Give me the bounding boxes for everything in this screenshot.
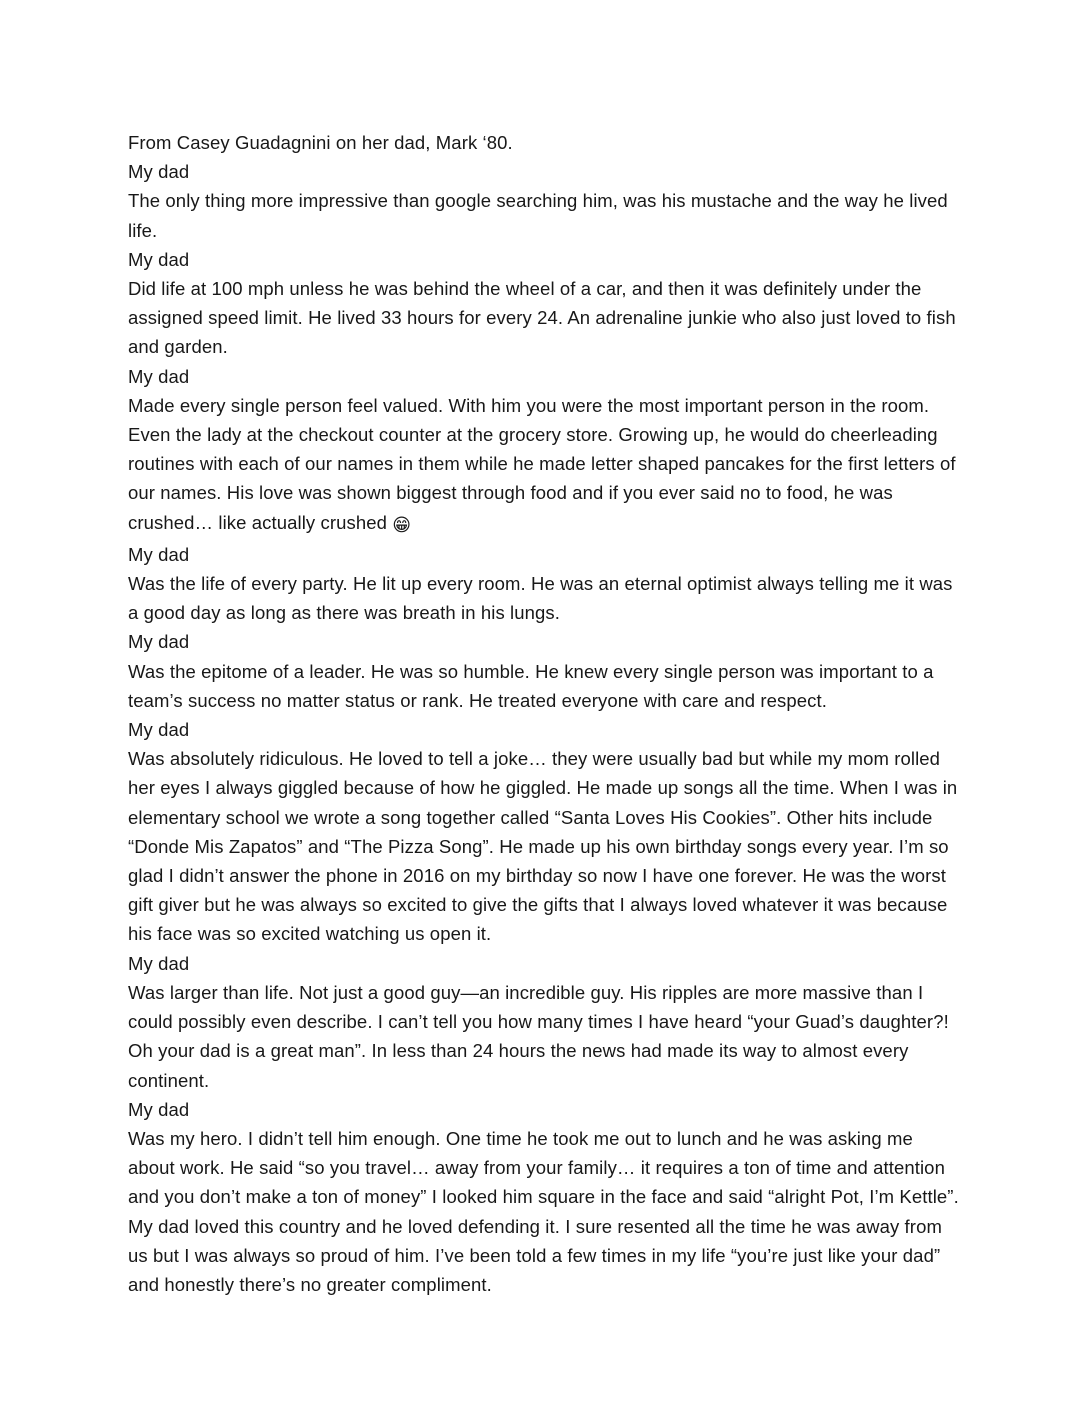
paragraph-body-2: Did life at 100 mph unless he was behind the wheel of a car, and then it was definitely under the assigned speed limit. He lived 33 hours for every 24. An adrenaline junkie who also just loved to fish and garden.: [128, 278, 956, 358]
paragraph-body-8: Was my hero. I didn’t tell him enough. One time he took me out to lunch and he was asking me about work. He said “so you travel… away from your family… it requires a ton of time and attention and you don’t make a ton of money” I looked him square in the face and said “alright Pot, I’m Kettle”. My dad loved this country and he loved defending it. I sure resented all the time he was away from us but I was always so proud of him. I’ve been told a few times in my life “you’re just like your dad” and honestly there’s no greater compliment.: [128, 1127, 959, 1295]
paragraph-heading-7: My dad: [128, 952, 190, 974]
paragraph-heading-3: My dad: [128, 365, 190, 387]
paragraph-body-4: Was the life of every party. He lit up every room. He was an eternal optimist always telling me it was a good day as long as there was breath in his lungs.: [128, 573, 953, 624]
paragraph-attribution: From Casey Guadagnini on her dad, Mark ‘80.: [128, 132, 513, 153]
paragraph-heading-4: My dad: [128, 543, 190, 565]
paragraph-body-6: Was absolutely ridiculous. He loved to tell a joke… they were usually bad but while my mom rolled her eyes I always giggled because of how he giggled. He made up songs all the time. When I was in elementary school we wrote a song together called “Santa Loves His Cookies”. Other hits include “Donde Mis Zapatos” and “The Pizza Song”. He made up his own birthday songs every year. I’m so glad I didn’t answer the phone in 2016 on my birthday so now I have one forever. He was the worst gift giver but he was always so excited to give the gifts that I always loved whatever it was because his face was so excited watching us open it.: [128, 748, 958, 945]
paragraph-body-5: Was the epitome of a leader. He was so humble. He knew every single person was important to a team’s success no matter status or rank. He treated everyone with care and respect.: [128, 660, 934, 711]
paragraph-heading-8: My dad: [128, 1098, 190, 1120]
paragraph-heading-1: My dad: [128, 161, 190, 183]
grinning-face-emoji: 😁: [392, 514, 412, 536]
document-body: [128, 128, 960, 1299]
paragraph-body-7: Was larger than life. Not just a good guy—an incredible guy. His ripples are more massive than I could possibly even describe. I can’t tell you how many times I have heard “your Guad’s daughter?! Oh your dad is a great man”. In less than 24 hours the news had made its way to almost every continent.: [128, 981, 949, 1091]
paragraph-heading-2: My dad: [128, 248, 190, 270]
paragraph-body-1: The only thing more impressive than google searching him, was his mustache and the way he lived life.: [128, 190, 948, 241]
paragraph-heading-6: My dad: [128, 719, 190, 741]
paragraph-body-3-text: Made every single person feel valued. With him you were the most important person in the room. Even the lady at the checkout counter at the grocery store. Growing up, he would do cheerleading routines with each of our names in them while he made letter shaped pancakes for the first letters of our names. His love was shown biggest through food and if you ever said no to food, he was crushed… like actually crushed: [128, 394, 956, 533]
paragraph-body-3: [128, 391, 960, 540]
paragraph-heading-5: My dad: [128, 631, 190, 653]
